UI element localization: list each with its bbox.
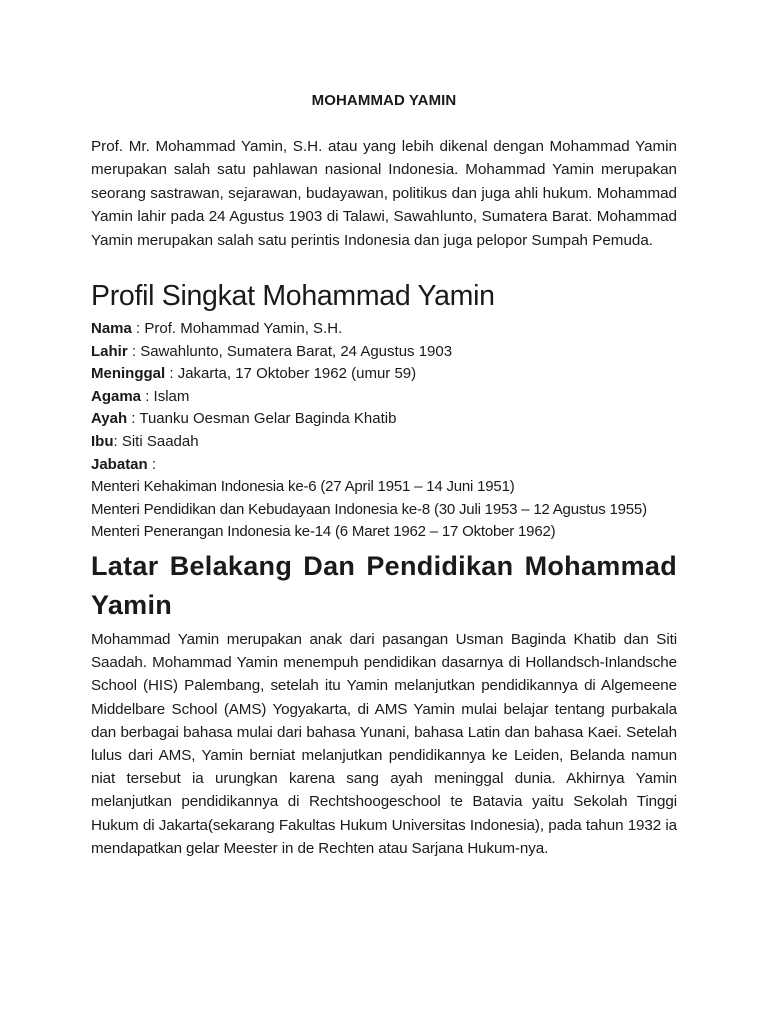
profile-label: Lahir [91, 342, 128, 360]
latar-heading: Latar Belakang Dan Pendidikan Mohammad Yamin [91, 550, 677, 620]
profile-value: Islam [153, 387, 190, 405]
jabatan-item: Menteri Penerangan Indonesia ke-14 (6 Maret 1962 – 17 Oktober 1962) [91, 523, 556, 541]
profile-value: Sawahlunto, Sumatera Barat, 24 Agustus 1903 [140, 342, 453, 360]
profile-list [91, 318, 677, 544]
profile-row-ayah [91, 408, 677, 431]
profile-separator: : [127, 410, 140, 428]
jabatan-item: Menteri Kehakiman Indonesia ke-6 (27 April 1951 – 14 Juni 1951) [91, 478, 515, 496]
jabatan-item: Menteri Pendidikan dan Kebudayaan Indonesia ke-8 (30 Juli 1953 – 12 Agustus 1955) [91, 500, 647, 518]
profile-value: Prof. Mohammad Yamin, S.H. [144, 320, 343, 338]
profile-row-meninggal [91, 363, 677, 386]
profile-label: Jabatan [91, 455, 148, 473]
document-content [91, 92, 677, 860]
profile-value: Jakarta, 17 Oktober 1962 (umur 59) [177, 365, 417, 383]
profile-label: Ayah [91, 410, 128, 428]
profile-label: Meninggal [91, 365, 166, 383]
intro-paragraph: Prof. Mr. Mohammad Yamin, S.H. atau yang lebih dikenal dengan Mohammad Yamin merupakan salah satu pahlawan nasional Indonesia. Mohammad Yamin merupakan seorang sastrawan, sejarawan, budayawan, politikus dan juga ahli hukum. Mohammad Yamin lahir pada 24 Agustus 1903 di Talawi, Sawahlunto, Sumatera Barat. Mohammad Yamin merupakan salah satu perintis Indonesia dan juga pelopor Sumpah Pemuda. [91, 138, 677, 249]
profile-row-ibu [91, 431, 677, 454]
profile-separator: : [141, 387, 154, 405]
profile-row-jabatan [91, 454, 677, 477]
profile-separator: : [165, 365, 178, 383]
profile-value: Siti Saadah [121, 433, 199, 450]
profile-separator: : [131, 320, 145, 338]
profile-separator: : [147, 455, 157, 473]
document-title: MOHAMMAD YAMIN [311, 92, 457, 109]
profile-label: Ibu [91, 433, 114, 450]
profile-value: Tuanku Oesman Gelar Baginda Khatib [139, 410, 397, 428]
latar-paragraph: Mohammad Yamin merupakan anak dari pasangan Usman Baginda Khatib dan Siti Saadah. Mohammad Yamin menempuh pendidikan dasarnya di Hollandsch-Inlandsche School (HIS) Palembang, setelah itu Yamin melanjutkan pendidikannya di Algemeene Middelbare School (AMS) Yogyakarta, di AMS Yamin mulai belajar tentang purbakala dan berbagai bahasa mulai dari bahasa Yunani, bahasa Latin dan bahasa Kaei. Setelah lulus dari AMS, Yamin berniat melanjutkan pendidikannya ke Leiden, Belanda namun niat tersebut ia urungkan karena sang ayah meninggal dunia. Akhirnya Yamin melanjutkan pendidikannya di Rechtshoogeschool te Batavia yaitu Sekolah Tinggi Hukum di Jakarta(sekarang Fakultas Hukum Universitas Indonesia), pada tahun 1932 ia mendapatkan gelar Meester in de Rechten atau Sarjana Hukum-nya. [91, 630, 677, 857]
profile-row-agama [91, 386, 677, 409]
profile-separator: : [127, 342, 141, 360]
profile-row-lahir [91, 341, 677, 364]
profile-separator: : [113, 433, 122, 450]
profile-heading: Profil Singkat Mohammad Yamin [91, 280, 495, 313]
profile-label: Agama [91, 387, 142, 405]
profile-label: Nama [91, 320, 132, 338]
profile-row-nama [91, 318, 677, 341]
